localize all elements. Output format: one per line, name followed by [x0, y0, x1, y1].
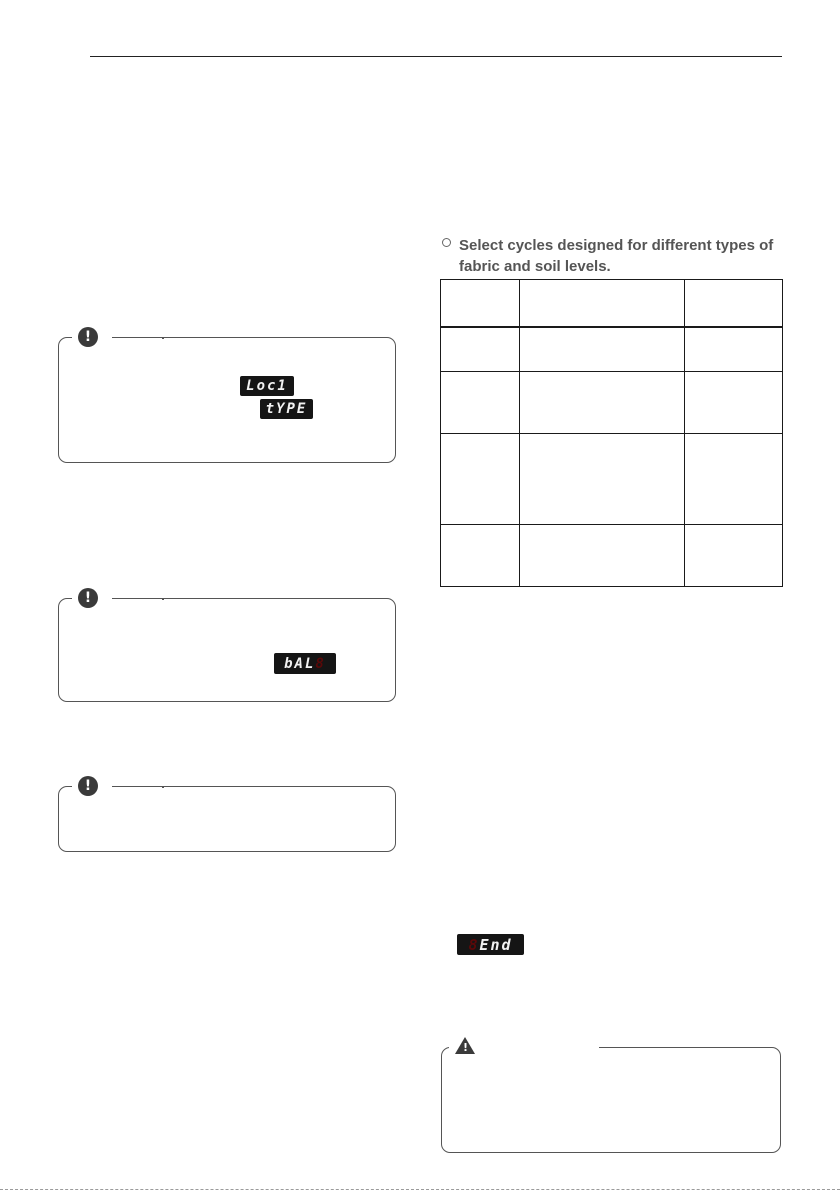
end-display: 8 End: [457, 934, 524, 955]
type-display: tYPE: [260, 399, 313, 419]
table-row: [441, 525, 783, 587]
warning-triangle-icon: [455, 1037, 475, 1054]
warning-frame: [441, 1047, 781, 1153]
info-badge-icon: !: [78, 776, 98, 796]
warning-box: [441, 1037, 783, 1155]
lock-display: Loc1: [240, 376, 294, 396]
table-header-row: [441, 280, 783, 327]
info-badge-icon: !: [78, 327, 98, 347]
bal-display: bAL 8: [274, 653, 336, 674]
note-box-2: [58, 588, 398, 702]
note-header: [72, 327, 112, 347]
info-badge-icon: !: [78, 588, 98, 608]
bullet-ring-icon: [442, 238, 451, 247]
header-rule: [90, 56, 782, 57]
table-row: [441, 327, 783, 372]
note-header: [72, 776, 112, 796]
note-frame: [58, 598, 396, 702]
table-row: [441, 372, 783, 434]
cycle-table: [440, 279, 783, 587]
note-frame: [58, 337, 396, 463]
cycle-bullet: Select cycles designed for different types of fabric and soil levels.: [442, 235, 792, 277]
note-header: [72, 588, 112, 608]
page-bottom-rule: [0, 1189, 840, 1190]
note-box-1: [58, 327, 398, 463]
table-row: [441, 434, 783, 525]
note-box-3: [58, 776, 398, 854]
